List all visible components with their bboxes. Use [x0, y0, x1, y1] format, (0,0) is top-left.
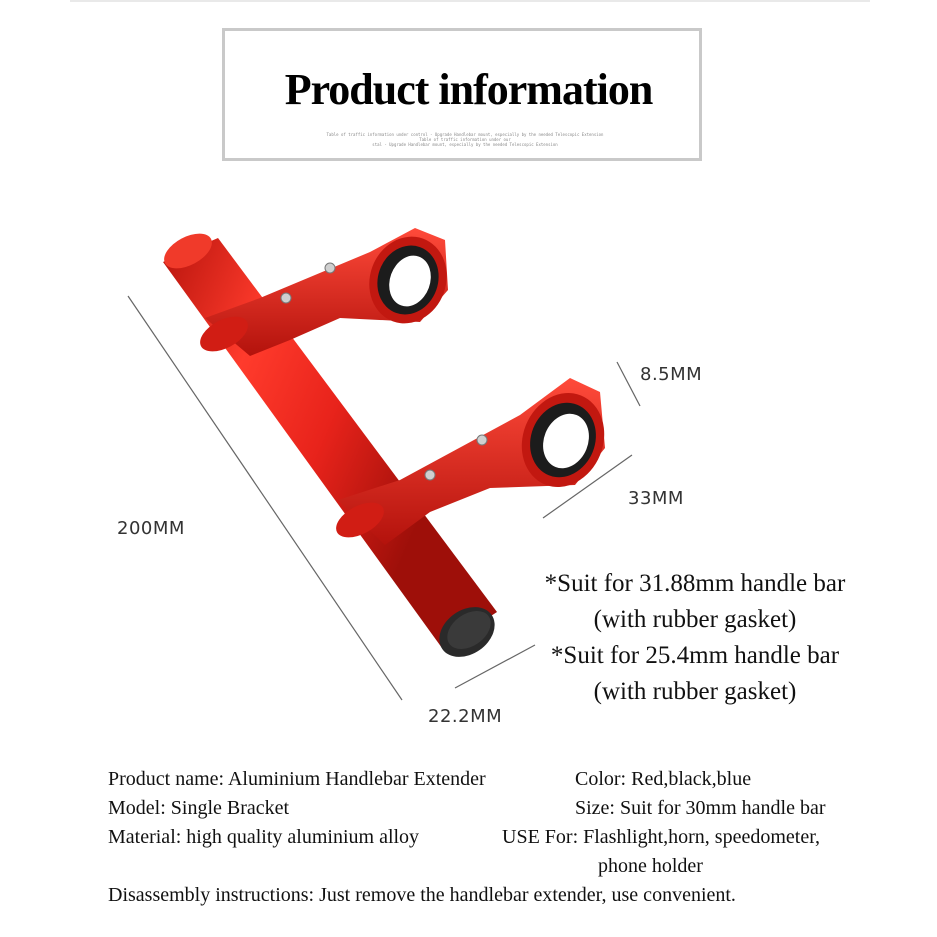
- page-title: Product information: [284, 65, 653, 114]
- fine-print-line: stal - Upgrade Handlebar mount, especially by the needed Telescopic Extension: [372, 142, 558, 147]
- spec-material: Material: high quality aluminium alloy: [108, 826, 420, 848]
- top-divider: [70, 0, 870, 2]
- thickness-dimension-line: [617, 362, 640, 406]
- spec-model: Model: Single Bracket: [108, 797, 290, 819]
- note-line: (with rubber gasket): [593, 606, 797, 633]
- tube-diameter-label: 22.2MM: [428, 706, 503, 727]
- compatibility-note: [520, 566, 870, 710]
- spec-color: Color: Red,black,blue: [575, 768, 752, 790]
- spec-size: Size: Suit for 30mm handle bar: [575, 797, 826, 819]
- note-line: *Suit for 31.88mm handle bar: [544, 570, 846, 597]
- thickness-label: 8.5MM: [640, 364, 703, 385]
- fine-print-line: Table of traffic information under our: [419, 137, 511, 142]
- spec-use-for-continued: phone holder: [598, 855, 703, 877]
- spec-disassembly: Disassembly instructions: Just remove the handlebar extender, use convenient.: [108, 884, 736, 906]
- clamp-width-label: 33MM: [628, 488, 684, 509]
- title-fine-print: [310, 132, 620, 147]
- note-line: *Suit for 25.4mm handle bar: [550, 642, 840, 669]
- note-line: (with rubber gasket): [593, 678, 797, 705]
- fine-print-line: Table of traffic information under control - Upgrade Handlebar mount, especially by the needed Telescopic Extension: [326, 132, 604, 137]
- spec-product-name: Product name: Aluminium Handlebar Extender: [108, 768, 486, 790]
- spec-use-for: USE For: Flashlight,horn, speedometer,: [502, 826, 821, 848]
- length-label: 200MM: [117, 518, 185, 539]
